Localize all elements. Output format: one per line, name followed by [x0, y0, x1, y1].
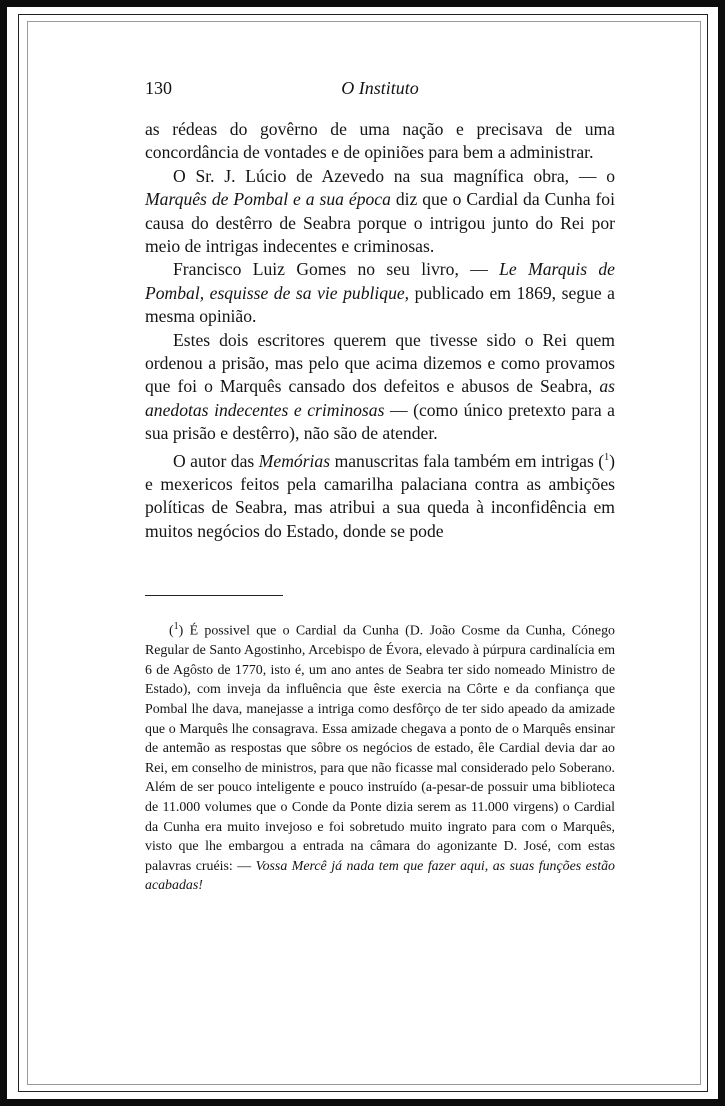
paragraph-4: Estes dois escritores querem que tivesse sido o Rei quem ordenou a prisão, mas pelo que acima dizemos e como provamos que foi o Marquês cansado dos defeitos e abusos de Seabra, as anedotas indecentes e criminosas — (como único pretexto para a sua prisão e destêrro), não são de atender. — [145, 329, 615, 444]
book-title-gomes: Le Marquis de Pombal, esquisse de sa vie publique, — [145, 259, 615, 303]
footnotes — [145, 617, 615, 896]
footnote-1: ($^1$) É possivel que o Cardial da Cunha (D. João Cosme da Cunha, Cónego Regular de Santo Agostinho, Arcebispo de Évora, elevado à púrpura cardinalícia em 6 de Agôsto de 1770, isto é, um ano antes de Seabra ter sido nomeado Ministro de Estado), com inveja da influência que êste exercia na Côrte e da confiança que Pombal lhe dava, manejasse a intriga como desfôrço de ter sido apeado da amizade que o Marquês lhe consagrava. Essa amizade chegava a ponto de o Marquês ensinar de antemão as respostas que sôbre os negócios de estado, êle Cardial devia dar ao Rei, em conselho de ministros, para que não ficasse mal considerado pelo Soberano. Além de ser pouco inteligente e pouco instruído (a-pesar-de possuir uma biblioteca de 11.000 volumes que o Conde da Ponte dizia serem as 11.000 virgens) o Cardial da Cunha era muito invejoso e foi sobretudo muito ingrato para com o Marquês, visto que lhe embargou a entrada na câmara do agonizante D. José, com estas palavras cruéis: — Vossa Mercê já nada tem que fazer aqui, as suas funções estão acabadas! — [145, 621, 615, 894]
footnote-quote: Vossa Mercê já nada tem que fazer aqui, as suas funções estão acabadas! — [145, 858, 615, 894]
paragraph-3: Francisco Luiz Gomes no seu livro, — Le Marquis de Pombal, esquisse de sa vie publique, publicado em 1869, segue a mesma opinião. — [145, 259, 615, 327]
page-number: 130 — [145, 78, 172, 98]
paragraph-1: as rédeas do govêrno de uma nação e precisava de uma concordância de vontades e de opiniões para bem a administrar. — [145, 119, 615, 163]
footnote-mark: 1 — [173, 621, 179, 632]
running-title: O Instituto — [341, 78, 419, 98]
quoted-phrase: as anedotas indecentes e criminosas — [145, 376, 615, 420]
paragraph-5: O autor das Memórias manuscritas fala também em intrigas ($^1$) e mexericos feitos pela camarilha palaciana contra as ambições políticas de Seabra, mas atribui a sua queda à inconfidência em muitos negócios do Estado, donde se pode — [145, 450, 615, 541]
running-head — [145, 78, 615, 100]
title-memorias: Memórias — [258, 450, 331, 471]
footnote-reference[interactable]: 1 — [604, 451, 610, 463]
book-title-azevedo: Marquês de Pombal e a sua época — [145, 189, 391, 210]
paragraph-2: O Sr. J. Lúcio de Azevedo na sua magnífica obra, — o Marquês de Pombal e a sua época diz que o Cardial da Cunha foi causa do destêrro de Seabra porque o intrigou junto do Rei por meio de intrigas indecentes e criminosas. — [145, 165, 615, 257]
body-text — [145, 118, 615, 543]
footnote-divider — [145, 595, 283, 596]
